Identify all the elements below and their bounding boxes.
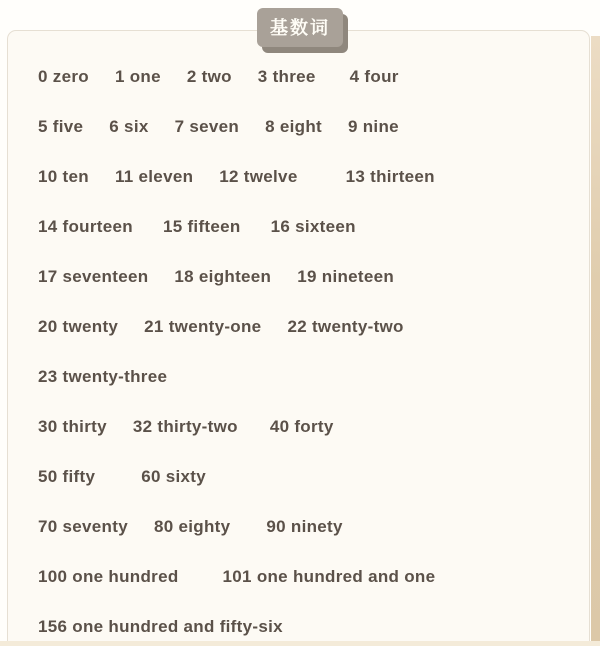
number-item: 2 two (186, 67, 232, 86)
number-item: 8 eight (265, 117, 322, 136)
number-item: 12 twelve (219, 167, 298, 186)
number-item: 20 twenty (38, 317, 119, 336)
number-list (8, 52, 589, 646)
number-item: 15 fifteen (162, 217, 241, 236)
number-item: 80 eighty (153, 517, 231, 536)
number-row (8, 102, 589, 152)
number-item: 101 one hundred and one (222, 567, 436, 586)
number-item: 17 seventeen (38, 267, 149, 286)
number-item: 60 sixty (141, 467, 206, 486)
number-item: 50 fifty (38, 467, 96, 486)
number-item: 100 one hundred (38, 567, 179, 586)
number-item: 5 five (38, 117, 84, 136)
number-item: 11 eleven (114, 167, 194, 186)
number-row (8, 552, 589, 602)
number-item: 70 seventy (38, 517, 128, 536)
number-row (8, 352, 589, 402)
number-row (8, 252, 589, 302)
number-item: 156 one hundred and fifty-six (38, 617, 283, 636)
number-row (8, 452, 589, 502)
number-row (8, 402, 589, 452)
number-item: 22 twenty-two (287, 317, 404, 336)
number-item: 32 thirty-two (132, 417, 238, 436)
number-item: 13 thirteen (345, 167, 435, 186)
number-row (8, 152, 589, 202)
number-item: 0 zero (38, 67, 89, 86)
number-item: 19 nineteen (297, 267, 395, 286)
number-item: 3 three (257, 67, 316, 86)
number-item: 40 forty (269, 417, 334, 436)
right-edge-strip (591, 36, 600, 646)
number-item: 7 seven (174, 117, 240, 136)
number-item: 1 one (114, 67, 161, 86)
number-row (8, 202, 589, 252)
bottom-edge-strip (0, 641, 600, 646)
number-row (8, 602, 589, 646)
number-row (8, 302, 589, 352)
number-item: 9 nine (347, 117, 399, 136)
number-row (8, 502, 589, 552)
number-item: 90 ninety (266, 517, 343, 536)
section-title-badge: 基数词 (257, 8, 343, 47)
number-item: 6 six (109, 117, 149, 136)
number-item: 10 ten (38, 167, 89, 186)
number-item: 14 fourteen (38, 217, 133, 236)
number-item: 30 thirty (38, 417, 107, 436)
number-item: 4 four (349, 67, 399, 86)
cardinal-numbers-card (7, 30, 590, 646)
number-item: 16 sixteen (270, 217, 356, 236)
number-item: 21 twenty-one (144, 317, 262, 336)
number-item: 18 eighteen (174, 267, 272, 286)
number-item: 23 twenty-three (38, 367, 168, 386)
number-row (8, 52, 589, 102)
